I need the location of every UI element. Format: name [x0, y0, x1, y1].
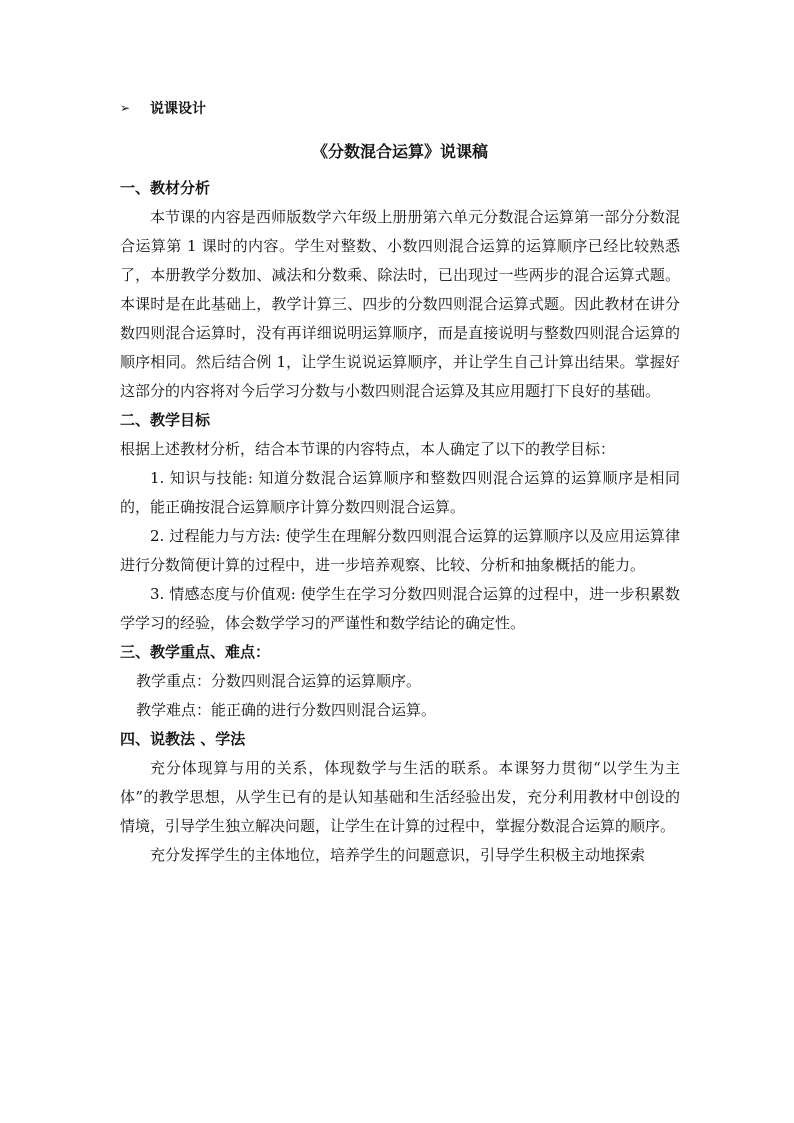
document-title: 《分数混合运算》说课稿: [311, 142, 488, 161]
section-2-intro: 根据上述教材分析，结合本节课的内容特点，本人确定了以下的教学目标：: [120, 440, 616, 458]
section-heading-3: 三、教学重点、难点：: [120, 643, 271, 661]
objective-item-1: 1. 知识与技能: 知道分数混合运算顺序和整数四则混合运算的运算顺序是相同的，能正确按混合运算顺序计算分数四则混合运算。: [120, 469, 680, 516]
section-heading-1: 一、教材分析: [120, 179, 211, 197]
document-content: [120, 96, 680, 870]
bullet-heading: [120, 96, 680, 120]
teaching-key-point: 教学重点：分数四则混合运算的运算顺序。: [136, 672, 422, 690]
section-heading-4: 四、说教法 、学法: [120, 730, 246, 748]
section-4-paragraph-2: 充分发挥学生的主体地位，培养学生的问题意识，引导学生积极主动地探索: [150, 846, 646, 864]
objective-item-2: 2. 过程能力与方法: 使学生在理解分数四则混合运算的运算顺序以及应用运算律进行分数简便计算的过程中，进一步培养观察、比较、分析和抽象概括的能力。: [120, 527, 680, 574]
section-1-paragraph: 本节课的内容是西师版数学六年级上册册第六单元分数混合运算第一部分分数混合运算第 1 课时的内容。学生对整数、小数四则混合运算的运算顺序已经比较熟悉了，本册教学分数加、减法和分数乘、除法时，已出现过一些两步的混合运算式题。本课时是在此基础上，教学计算三、四步的分数四则混合运算式题。因此教材在讲分数四则混合运算时，没有再详细说明运算顺序，而是直接说明与整数四则混合运算的顺序相同。然后结合例 1，让学生说说运算顺序，并让学生自己计算出结果。掌握好这部分的内容将对今后学习分数与小数四则混合运算及其应用题打下良好的基础。: [120, 208, 680, 400]
bullet-heading-text: 说课设计: [150, 101, 206, 117]
section-4-paragraph-1: 充分体现算与用的关系，体现数学与生活的联系。本课努力贯彻“以学生为主体”的教学思想，从学生已有的是认知基础和生活经验出发，充分利用教材中创设的情境，引导学生独立解决问题，让学生在计算的过程中，掌握分数混合运算的顺序。: [120, 759, 680, 835]
section-heading-2: 二、教学目标: [120, 411, 211, 429]
teaching-difficult-point: 教学难点：能正确的进行分数四则混合运算。: [136, 701, 437, 719]
objective-item-3: 3. 情感态度与价值观: 使学生在学习分数四则混合运算的过程中，进一步积累数学学习的经验，体会数学学习的严谨性和数学结论的确定性。: [120, 585, 680, 632]
arrow-bullet-icon: ➢: [120, 101, 131, 115]
